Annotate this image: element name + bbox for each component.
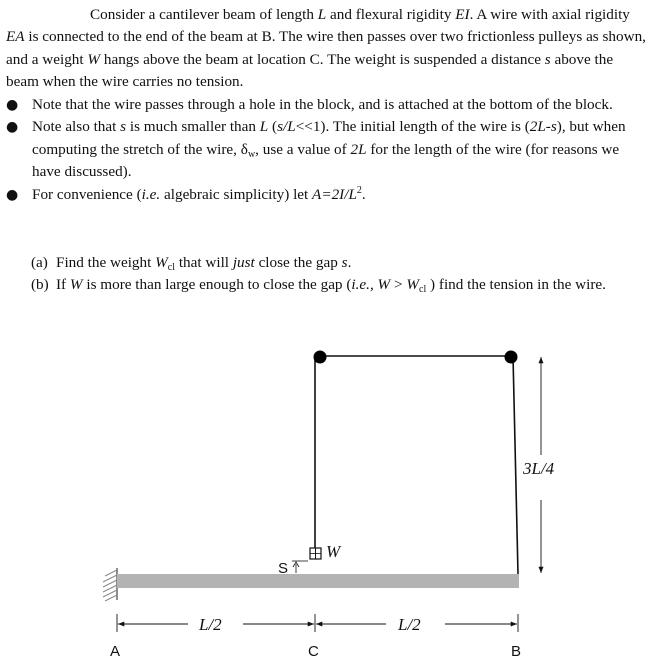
height-dimension-label: 3L/4	[523, 459, 555, 478]
bullet-icon: ●	[6, 186, 19, 203]
note-wire-length: ● Note also that s is much smaller than L (s/L<<1). The initial length of the wire is (2L-s), but when computing the stretch of the wire, $\delta_w$, use a value of 2L for the length of the wire (for reasons we have discussed).	[6, 118, 626, 181]
right-span-label: L/2	[398, 615, 421, 634]
note-hole-in-block: ● Note that the wire passes through a hole in the block, and is attached at the bottom of the block.	[6, 94, 646, 116]
part-b: (b) If W is more than large enough to close the gap (i.e., $W > W_{cl}$ ) find the tension in the wire.	[31, 276, 606, 296]
fixed-support-hatch	[103, 568, 117, 601]
right-pulley	[505, 351, 518, 364]
point-A-label: A	[110, 643, 121, 660]
cantilever-beam	[117, 574, 519, 588]
part-a: (a) Find the weight $W_{cl}$ that will just close the gap s.	[31, 254, 352, 273]
note-convenience: ● For convenience (i.e. algebraic simplicity) let $A=2I/L^2$.	[6, 184, 646, 206]
left-pulley	[314, 351, 327, 364]
gap-indicator	[292, 561, 308, 573]
gap-label: S	[278, 560, 289, 577]
problem-intro: Consider a cantilever beam of length L and flexural rigidity EI. A wire with axial rigidity EA is connected to the end of the beam at B. The wire then passes over two frictionless pulleys as shown, and a weight W hangs above the beam at location C. The weight is suspended a distance s above the beam when the wire carries no tension.	[6, 6, 646, 91]
weight-label: W	[326, 542, 341, 561]
left-span-label: L/2	[199, 615, 222, 634]
weight-block	[310, 548, 321, 559]
point-B-label: B	[511, 643, 522, 660]
wire	[315, 356, 518, 574]
bullet-icon: ●	[6, 119, 19, 136]
bullet-icon: ●	[6, 97, 19, 113]
point-C-label: C	[308, 643, 319, 660]
